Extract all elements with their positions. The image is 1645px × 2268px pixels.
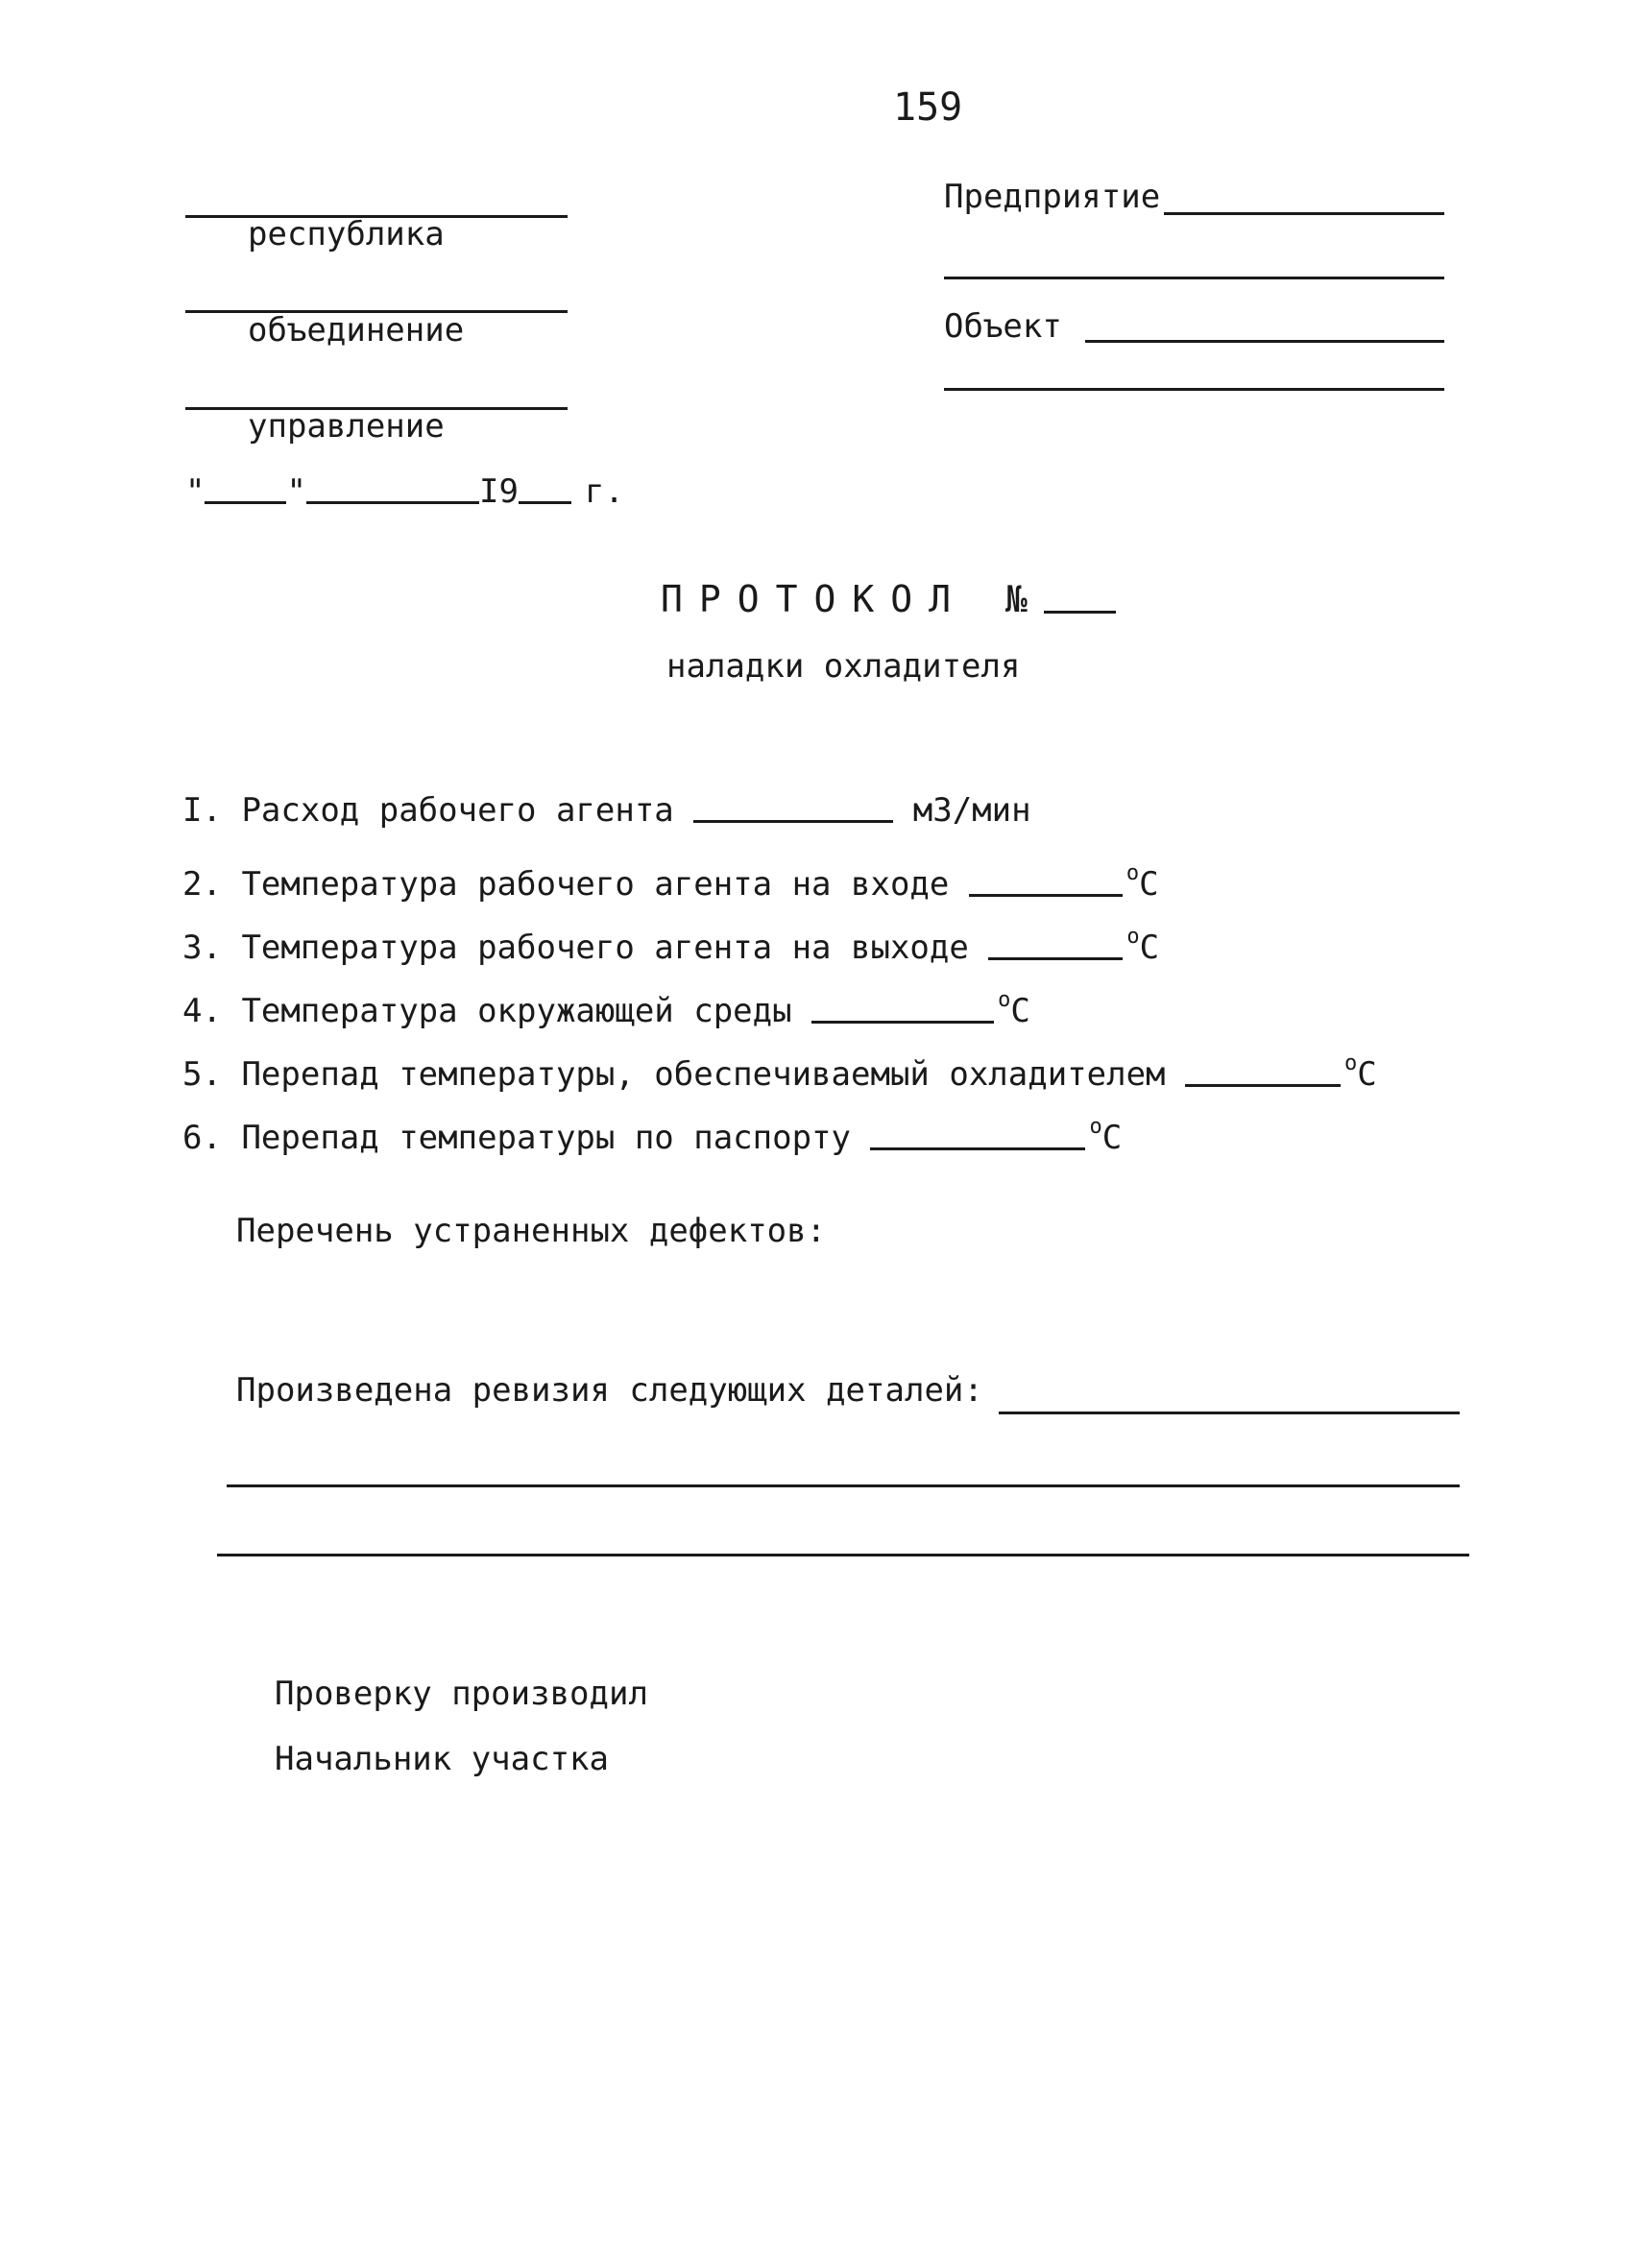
item-label: Расход рабочего агента (241, 791, 674, 830)
item-label: Перепад температуры, обеспечиваемый охладителем (241, 1055, 1166, 1094)
item-num: 5. (182, 1055, 222, 1094)
defects-label: Перечень устраненных дефектов: (236, 1212, 827, 1250)
section-head-label: Начальник участка (275, 1740, 609, 1778)
date-line (185, 472, 624, 511)
degree-mark: o (998, 988, 1011, 1012)
item-label: Перепад температуры по паспорту (241, 1119, 851, 1157)
item-2 (182, 855, 1159, 904)
association-label: объединение (248, 311, 465, 350)
item-6 (182, 1108, 1122, 1157)
item-num: 3. (182, 929, 222, 967)
item-label: Температура рабочего агента на входе (241, 865, 950, 904)
item-unit: C (1101, 1119, 1123, 1157)
revision-line-2 (227, 1484, 1460, 1487)
page-number: 159 (893, 85, 963, 130)
item-1 (182, 791, 1031, 830)
protocol-subheading: наладки охладителя (666, 647, 1021, 686)
item-unit: C (1357, 1055, 1377, 1094)
item-4-blank (811, 992, 994, 1024)
object-line-2 (944, 388, 1444, 391)
protocol-heading: ПРОТОКОЛ № (661, 578, 1044, 620)
object-line (1085, 340, 1444, 343)
enterprise-line (1164, 212, 1444, 215)
item-4 (182, 981, 1030, 1030)
item-num: 2. (182, 865, 222, 904)
item-3 (182, 918, 1159, 967)
republic-label: республика (248, 215, 445, 253)
item-6-blank (870, 1119, 1085, 1150)
protocol-title (661, 580, 1116, 620)
revision-line (999, 1411, 1460, 1414)
enterprise-label: Предприятие (944, 178, 1161, 216)
item-unit: C (1139, 865, 1159, 904)
protocol-number-blank (1044, 582, 1116, 614)
date-month-blank (306, 472, 479, 504)
object-label: Объект (944, 307, 1062, 346)
date-quote-close: " (286, 472, 306, 511)
item-1-blank (693, 791, 893, 823)
administration-label: управление (248, 407, 445, 446)
degree-mark: o (1089, 1115, 1102, 1139)
item-label: Температура окружающей среды (241, 992, 792, 1030)
revision-line-3 (217, 1554, 1469, 1556)
item-label: Температура рабочего агента на выходе (241, 929, 969, 967)
date-year-suffix: г. (584, 472, 624, 511)
degree-mark: o (1344, 1051, 1358, 1075)
item-2-blank (969, 865, 1123, 897)
revision-label: Произведена ревизия следующих деталей: (236, 1371, 983, 1410)
degree-mark: o (1125, 861, 1140, 885)
item-num: 4. (182, 992, 222, 1030)
date-year-blank (519, 472, 571, 504)
item-5-blank (1185, 1055, 1341, 1087)
checked-by-label: Проверку производил (275, 1675, 648, 1713)
item-num: I. (182, 791, 222, 830)
item-unit: C (1010, 992, 1030, 1030)
item-unit: м3/мин (912, 791, 1031, 830)
degree-mark: o (1126, 925, 1140, 949)
date-quote-open: " (185, 472, 206, 511)
item-unit: C (1139, 929, 1160, 967)
date-year-prefix: I9 (478, 472, 519, 511)
item-5 (182, 1045, 1377, 1094)
item-num: 6. (182, 1119, 222, 1157)
date-day-blank (205, 472, 286, 504)
enterprise-line-2 (944, 277, 1444, 279)
item-3-blank (988, 929, 1123, 960)
